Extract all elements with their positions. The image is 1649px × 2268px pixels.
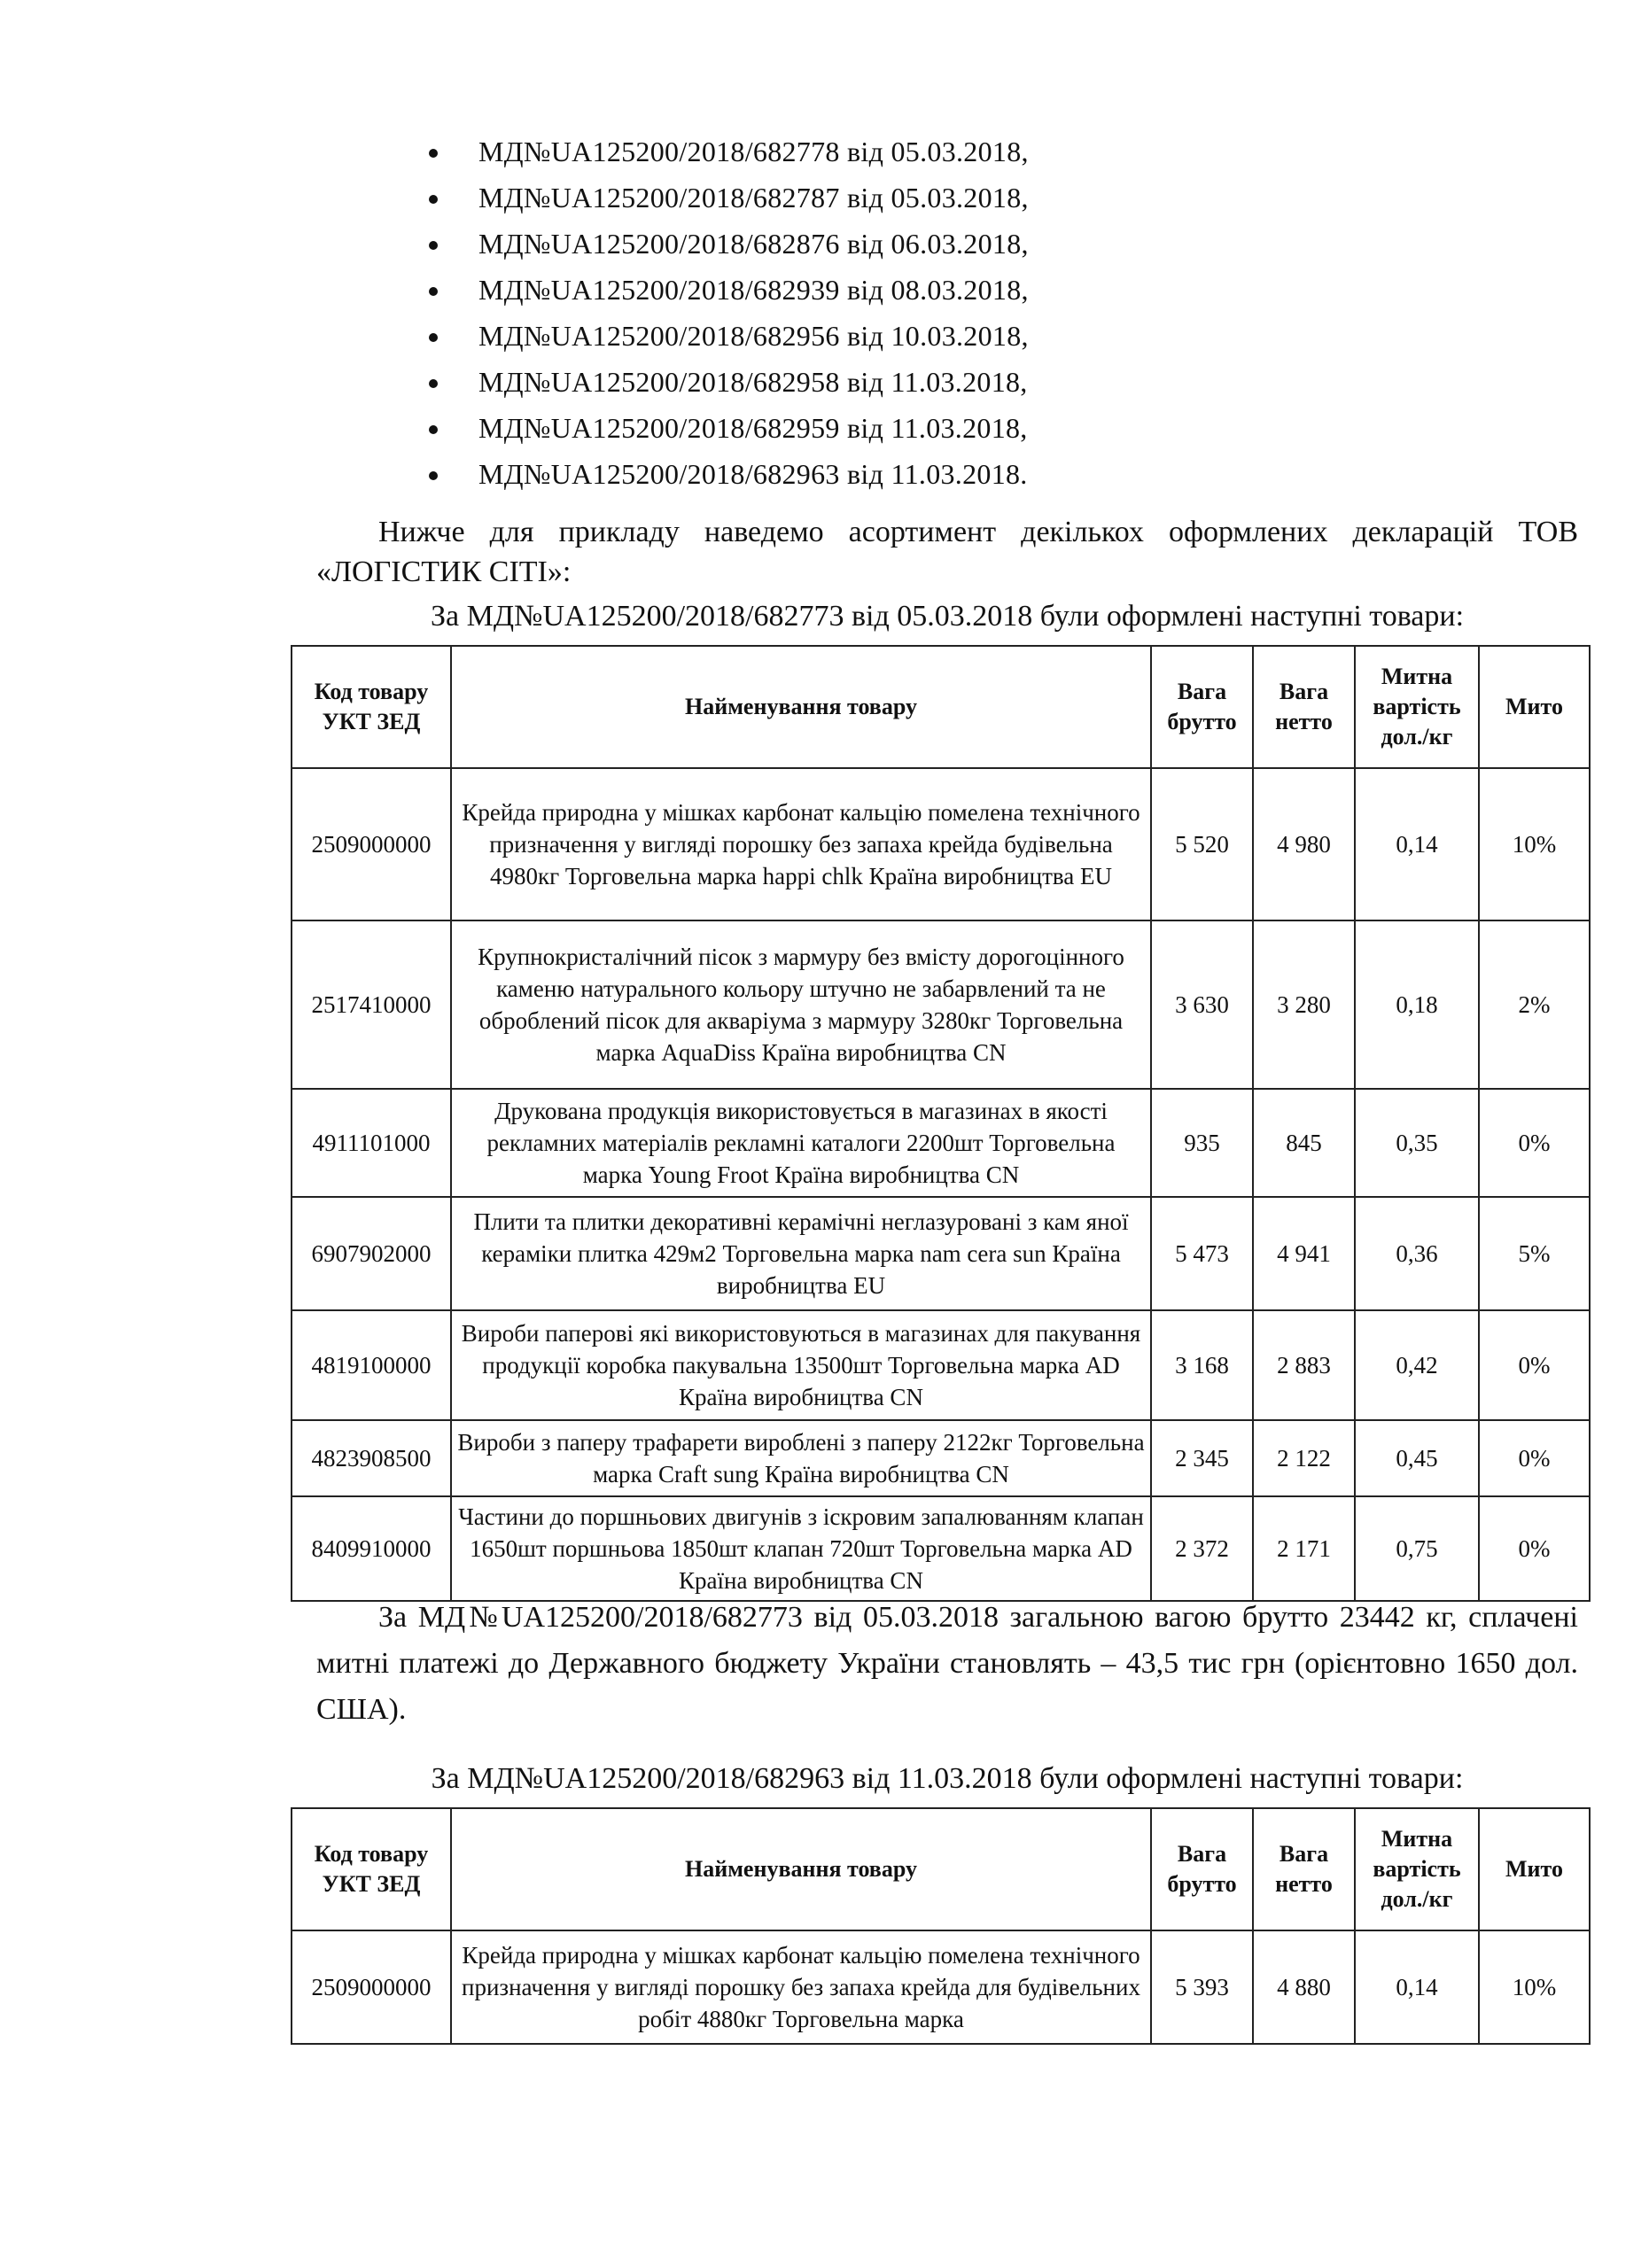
- table-row: [292, 1197, 1590, 1310]
- cell-duty: 0%: [1479, 1089, 1590, 1197]
- cell-code: 2517410000: [292, 920, 451, 1089]
- cell-net: 3 280: [1253, 920, 1355, 1089]
- list-item: МД№UA125200/2018/682876 від 06.03.2018,: [416, 221, 1029, 267]
- header-customs-value: Митна вартість дол./кг: [1355, 646, 1479, 768]
- cell-name: Плити та плитки декоративні керамічні неглазурованi з кам яної кераміки плитка 429м2 Торговельна марка nam cera sun Країна виробництва EU: [451, 1197, 1151, 1310]
- list-item: МД№UA125200/2018/682963 від 11.03.2018.: [416, 451, 1029, 497]
- cell-gross: 2 345: [1151, 1420, 1253, 1496]
- cell-value: 0,45: [1355, 1420, 1479, 1496]
- cell-net: 4 941: [1253, 1197, 1355, 1310]
- declarations-list: [416, 128, 1029, 497]
- goods-table-2: [291, 1807, 1591, 2045]
- list-item: МД№UA125200/2018/682956 від 10.03.2018,: [416, 313, 1029, 359]
- cell-gross: 5 473: [1151, 1197, 1253, 1310]
- cell-code: 4819100000: [292, 1310, 451, 1420]
- cell-name: Крейда природна у мішках карбонат кальцію помелена технічного призначення у вигляді порошку без запаха крейда для будівельних робіт 4880кг Торговельна марка: [451, 1930, 1151, 2044]
- intro-paragraph: Нижче для прикладу наведемо асортимент декількох оформлених декларацій ТОВ «ЛОГІСТИК СІТІ»:: [316, 516, 1578, 588]
- cell-gross: 5 393: [1151, 1930, 1253, 2044]
- list-item: МД№UA125200/2018/682959 від 11.03.2018,: [416, 405, 1029, 451]
- header-code: Код товару УКТ ЗЕД: [292, 1808, 451, 1930]
- cell-code: 4911101000: [292, 1089, 451, 1197]
- list-item: МД№UA125200/2018/682939 від 08.03.2018,: [416, 267, 1029, 313]
- cell-value: 0,35: [1355, 1089, 1479, 1197]
- cell-duty: 10%: [1479, 1930, 1590, 2044]
- table2-caption: За МД№UA125200/2018/682963 від 11.03.2018 були оформлені наступні товари:: [431, 1762, 1464, 1795]
- cell-net: 4 880: [1253, 1930, 1355, 2044]
- table-row: [292, 1089, 1590, 1197]
- cell-value: 0,75: [1355, 1496, 1479, 1601]
- cell-value: 0,18: [1355, 920, 1479, 1089]
- cell-gross: 2 372: [1151, 1496, 1253, 1601]
- table-row: [292, 1496, 1590, 1601]
- cell-name: Вироби паперові які використовуються в магазинах для пакування продукції коробка пакувальна 13500шт Торговельна марка AD Країна виробництва CN: [451, 1310, 1151, 1420]
- list-item: МД№UA125200/2018/682787 від 05.03.2018,: [416, 175, 1029, 221]
- header-duty: Мито: [1479, 646, 1590, 768]
- list-item: МД№UA125200/2018/682778 від 05.03.2018,: [416, 128, 1029, 175]
- table-header-row: [292, 646, 1590, 768]
- cell-code: 6907902000: [292, 1197, 451, 1310]
- header-duty: Мито: [1479, 1808, 1590, 1930]
- cell-code: 8409910000: [292, 1496, 451, 1601]
- cell-value: 0,42: [1355, 1310, 1479, 1420]
- cell-name: Друкована продукція використовується в магазинах в якості рекламних матеріалів рекламні каталоги 2200шт Торговельна марка Young Froot Країна виробництва CN: [451, 1089, 1151, 1197]
- cell-value: 0,14: [1355, 1930, 1479, 2044]
- cell-net: 2 122: [1253, 1420, 1355, 1496]
- list-item: МД№UA125200/2018/682958 від 11.03.2018,: [416, 359, 1029, 405]
- cell-code: 4823908500: [292, 1420, 451, 1496]
- goods-table-1: [291, 645, 1591, 1602]
- table-row: [292, 1930, 1590, 2044]
- cell-net: 4 980: [1253, 768, 1355, 920]
- cell-name: Крейда природна у мішках карбонат кальцію помелена технічного призначення у вигляді порошку без запаха крейда будівельна 4980кг Торговельна марка happi chlk Країна виробництва EU: [451, 768, 1151, 920]
- table1-caption: За МД№UA125200/2018/682773 від 05.03.2018 були оформлені наступні товари:: [430, 600, 1465, 633]
- cell-duty: 10%: [1479, 768, 1590, 920]
- cell-code: 2509000000: [292, 768, 451, 920]
- header-gross: Вага брутто: [1151, 1808, 1253, 1930]
- cell-duty: 0%: [1479, 1310, 1590, 1420]
- header-code: Код товару УКТ ЗЕД: [292, 646, 451, 768]
- cell-net: 2 171: [1253, 1496, 1355, 1601]
- cell-gross: 5 520: [1151, 768, 1253, 920]
- cell-duty: 5%: [1479, 1197, 1590, 1310]
- table-row: [292, 1310, 1590, 1420]
- cell-duty: 0%: [1479, 1420, 1590, 1496]
- cell-value: 0,36: [1355, 1197, 1479, 1310]
- table-row: [292, 768, 1590, 920]
- cell-net: 2 883: [1253, 1310, 1355, 1420]
- cell-name: Вироби з паперу трафарети виробленi з паперу 2122кг Торговельна марка Craft sung Країна виробництва CN: [451, 1420, 1151, 1496]
- summary-paragraph: За МД№UA125200/2018/682773 від 05.03.2018 загальною вагою брутто 23442 кг, сплачені митні платежі до Державного бюджету України становлять – 43,5 тис грн (орієнтовно 1650 дол. США).: [316, 1601, 1578, 1726]
- cell-gross: 3 630: [1151, 920, 1253, 1089]
- cell-code: 2509000000: [292, 1930, 451, 2044]
- cell-gross: 935: [1151, 1089, 1253, 1197]
- cell-value: 0,14: [1355, 768, 1479, 920]
- table-header-row: [292, 1808, 1590, 1930]
- cell-net: 845: [1253, 1089, 1355, 1197]
- cell-duty: 2%: [1479, 920, 1590, 1089]
- header-net: Вага нетто: [1253, 646, 1355, 768]
- cell-name: Крупнокристалічний пісок з мармуру без вмісту дорогоцінного каменю натурального кольору штучно не забарвлений та не оброблений пісок для акваріума з мармуру 3280кг Торговельна марка AquaDiss Країна виробництва CN: [451, 920, 1151, 1089]
- cell-gross: 3 168: [1151, 1310, 1253, 1420]
- cell-name: Частини до поршньових двигунів з іскровим запалюванням клапан 1650шт поршньова 1850шт клапан 720шт Торговельна марка AD Країна виробництва CN: [451, 1496, 1151, 1601]
- table-row: [292, 920, 1590, 1089]
- header-name: Найменування товару: [451, 1808, 1151, 1930]
- table-row: [292, 1420, 1590, 1496]
- header-name: Найменування товару: [451, 646, 1151, 768]
- header-customs-value: Митна вартість дол./кг: [1355, 1808, 1479, 1930]
- header-gross: Вага брутто: [1151, 646, 1253, 768]
- header-net: Вага нетто: [1253, 1808, 1355, 1930]
- cell-duty: 0%: [1479, 1496, 1590, 1601]
